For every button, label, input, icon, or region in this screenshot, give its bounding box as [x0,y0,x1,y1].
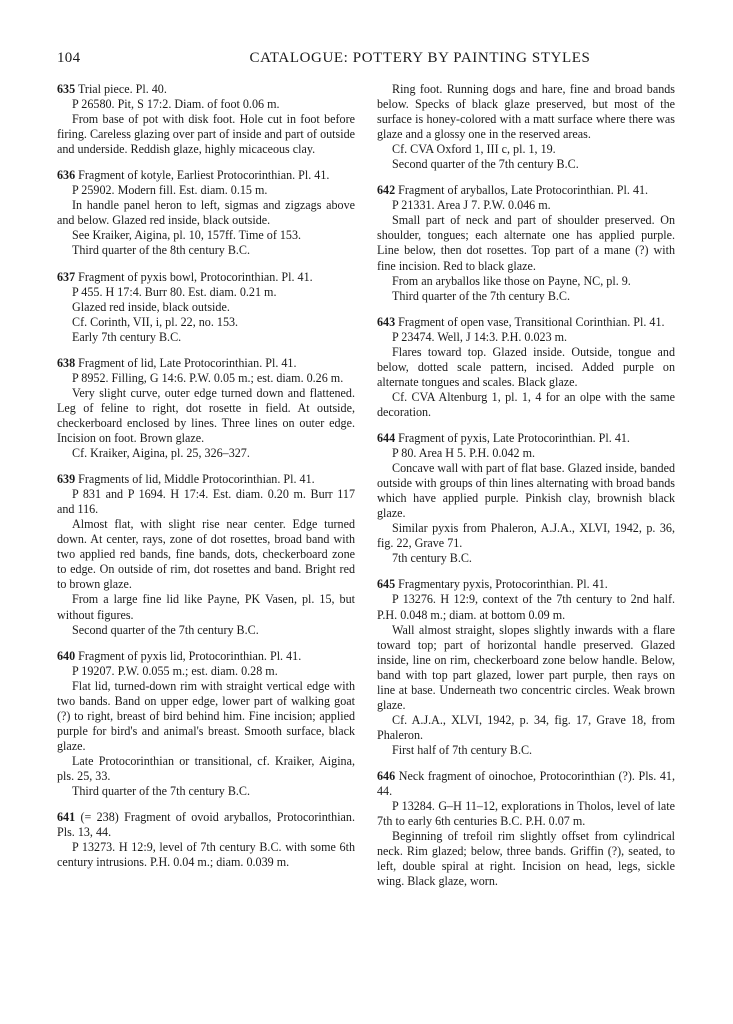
left-column [57,82,355,881]
page-header [57,50,675,70]
entry-paragraph: Third quarter of the 7th century B.C. [72,784,250,799]
catalogue-entry [377,183,675,303]
entry-paragraph: P 80. Area H 5. P.H. 0.042 m. [392,446,535,461]
entry-number: 637 [57,269,76,284]
entry-paragraph: Cf. A.J.A., XLVI, 1942, p. 34, fig. 17, Grave 18, from Phaleron. [377,712,675,742]
entry-paragraph: Third quarter of the 8th century B.C. [72,243,250,258]
entry-paragraph: P 19207. P.W. 0.055 m.; est. diam. 0.28 m. [72,663,278,678]
catalogue-entry [57,270,355,345]
entry-number: 638 [57,355,76,370]
entry-number: 636 [57,168,76,183]
entry-number: 646 [377,768,396,783]
catalogue-entry [57,649,355,799]
entry-number: 641 [57,810,76,825]
catalogue-entry [377,431,675,566]
catalogue-entry [377,769,675,889]
entry-paragraph: Early 7th century B.C. [72,329,182,344]
entry-paragraph: P 13273. H 12:9, level of 7th century B.C. with some 6th century intrusions. P.H. 0.04 m.; diam. 0.039 m. [57,840,355,870]
catalogue-entry [377,315,675,420]
entry-paragraph: Second quarter of the 7th century B.C. [72,622,259,637]
entry-paragraph: Beginning of trefoil rim slightly offset from cylindrical neck. Rim glazed; below, three bands. Griffin (?), seated, to left, double spiral at right. Incision on head, legs, sickle wing. Black glaze, worn. [377,829,675,889]
entry-paragraph: P 13284. G–H 11–12, explorations in Tholos, level of late 7th to early 6th centuries B.C. P.H. 0.07 m. [377,799,675,829]
entry-paragraph: Third quarter of the 7th century B.C. [392,288,570,303]
entry-title: Neck fragment of oinochoe, Protocorinthian (?). Pls. 41, 44. [377,768,675,799]
entry-paragraph: Cf. Kraiker, Aigina, pl. 25, 326–327. [72,446,250,461]
entry-paragraph: Concave wall with part of flat base. Glazed inside, banded outside with groups of thin lines alternating with broad bands which have applied purple. Pinkish clay, brownish black glaze. [377,461,675,521]
entry-paragraph: P 25902. Modern fill. Est. diam. 0.15 m. [72,183,268,198]
entry-number: 644 [377,430,396,445]
catalogue-entry [57,168,355,258]
entry-title: Fragmentary pyxis, Protocorinthian. Pl. 41. [398,577,608,592]
entry-paragraph: Similar pyxis from Phaleron, A.J.A., XLVI, 1942, p. 36, fig. 22, Grave 71. [377,521,675,551]
running-head: CATALOGUE: POTTERY BY PAINTING STYLES [249,50,591,66]
entry-paragraph: Almost flat, with slight rise near center. Edge turned down. At center, rays, zone of dot rosettes, broad band with two applied red bands, fine bands, dots, checkerboard zone to edge. On outside of rim, dot rosettes and band. Bright red to brown glaze. [57,517,355,592]
entry-paragraph: Flat lid, turned-down rim with straight vertical edge with two bands. Band on upper edge, lower part of walking goat (?) to right, breast of bird behind him. Fine incision; applied purple for bird's and animal's breast. Smooth surface, black glaze. [57,678,355,753]
catalogue-entry [57,810,355,870]
entry-paragraph: P 8952. Filling, G 14:6. P.W. 0.05 m.; est. diam. 0.26 m. [72,370,344,385]
catalogue-entry [377,577,675,758]
entry-title: Fragment of pyxis, Late Protocorinthian. Pl. 41. [398,430,630,445]
entry-title: (= 238) Fragment of ovoid aryballos, Protocorinthian. Pls. 13, 44. [57,810,355,840]
entry-title: Fragment of pyxis bowl, Protocorinthian. Pl. 41. [78,269,313,284]
entry-number: 645 [377,577,396,592]
entry-title: Fragment of open vase, Transitional Corinthian. Pl. 41. [398,314,665,329]
entry-paragraph: Very slight curve, outer edge turned down and flattened. Leg of feline to right, dot rosette in field. At outside, checkerboard enclosed by lines. Three lines on outer edge. Incision on foot. Brown glaze. [57,385,355,445]
entry-paragraph: Wall almost straight, slopes slightly inwards with a flare toward top; part of horizontal handle preserved. Glazed inside, line on rim, checkerboard zone below handle. Below, band with top part glazed, lower part purple, then rays on line at base. Underneath two concentric circles. Weak brown glaze. [377,622,675,712]
entry-paragraph: Small part of neck and part of shoulder preserved. On shoulder, tongues; each alternate one has applied purple. Line below, then dot rosettes. Top part of a mane (?) with fine incision. Red to black glaze. [377,213,675,273]
entry-paragraph: P 831 and P 1694. H 17:4. Est. diam. 0.20 m. Burr 117 and 116. [57,487,355,517]
entry-paragraph: P 23474. Well, J 14:3. P.H. 0.023 m. [392,329,568,344]
entry-paragraph: P 26580. Pit, S 17:2. Diam. of foot 0.06 m. [72,97,280,112]
entry-paragraph: First half of 7th century B.C. [392,742,533,757]
entry-paragraph: P 455. H 17:4. Burr 80. Est. diam. 0.21 m. [72,284,277,299]
entry-number: 639 [57,472,76,487]
entry-number: 635 [57,82,76,96]
entry-paragraph: 7th century B.C. [392,551,472,566]
entry-number: 640 [57,648,76,663]
page-number: 104 [57,50,81,66]
entry-paragraph: P 13276. H 12:9, context of the 7th century to 2nd half. P.H. 0.048 m.; diam. at bottom 0.09 m. [377,592,675,622]
entry-number: 643 [377,314,396,329]
entry-paragraph: Second quarter of the 7th century B.C. [392,157,579,172]
catalogue-entry [57,356,355,461]
entry-paragraph: From base of pot with disk foot. Hole cut in foot before firing. Careless glazing over part of inside and part of outside and underside. Reddish glaze, highly micaceous clay. [57,112,355,157]
right-column [377,82,675,900]
entry-title: Fragment of aryballos, Late Protocorinthian. Pl. 41. [398,183,649,198]
entry-paragraph: Cf. Corinth, VII, i, pl. 22, no. 153. [72,314,239,329]
entry-paragraph: Cf. CVA Oxford 1, III c, pl. 1, 19. [392,142,556,157]
catalogue-entry [57,82,355,157]
entry-title: Fragment of kotyle, Earliest Protocorinthian. Pl. 41. [78,168,330,183]
entry-title: Trial piece. Pl. 40. [77,82,167,96]
entry-paragraph: Cf. CVA Altenburg 1, pl. 1, 4 for an olpe with the same decoration. [377,389,675,419]
entry-title: Fragments of lid, Middle Protocorinthian. Pl. 41. [78,472,315,487]
entry-paragraph: Ring foot. Running dogs and hare, fine and broad bands below. Specks of black glaze preserved, but most of the surface is honey-colored with a matt surface where there was glaze and a glossy one in the reserved areas. [377,82,675,142]
entry-title: Fragment of pyxis lid, Protocorinthian. Pl. 41. [78,648,302,663]
entry-paragraph: Late Protocorinthian or transitional, cf. Kraiker, Aigina, pls. 25, 33. [57,753,355,783]
entry-paragraph: P 21331. Area J 7. P.W. 0.046 m. [392,198,551,213]
catalogue-entry-continued [377,82,675,172]
entry-number: 642 [377,183,396,198]
entry-paragraph: Flares toward top. Glazed inside. Outside, tongue and below, dotted scale pattern, incised. Added purple on alternate tongues and scales. Black glaze. [377,344,675,389]
entry-paragraph: From an aryballos like those on Payne, NC, pl. 9. [392,273,631,288]
entry-paragraph: In handle panel heron to left, sigmas and zigzags above and below. Glazed red inside, black outside. [57,198,355,228]
entry-paragraph: Glazed red inside, black outside. [72,299,230,314]
entry-title: Fragment of lid, Late Protocorinthian. Pl. 41. [78,355,297,370]
entry-paragraph: From a large fine lid like Payne, PK Vasen, pl. 15, but without figures. [57,592,355,622]
catalogue-entry [57,472,355,638]
entry-paragraph: See Kraiker, Aigina, pl. 10, 157ff. Time of 153. [72,228,302,243]
